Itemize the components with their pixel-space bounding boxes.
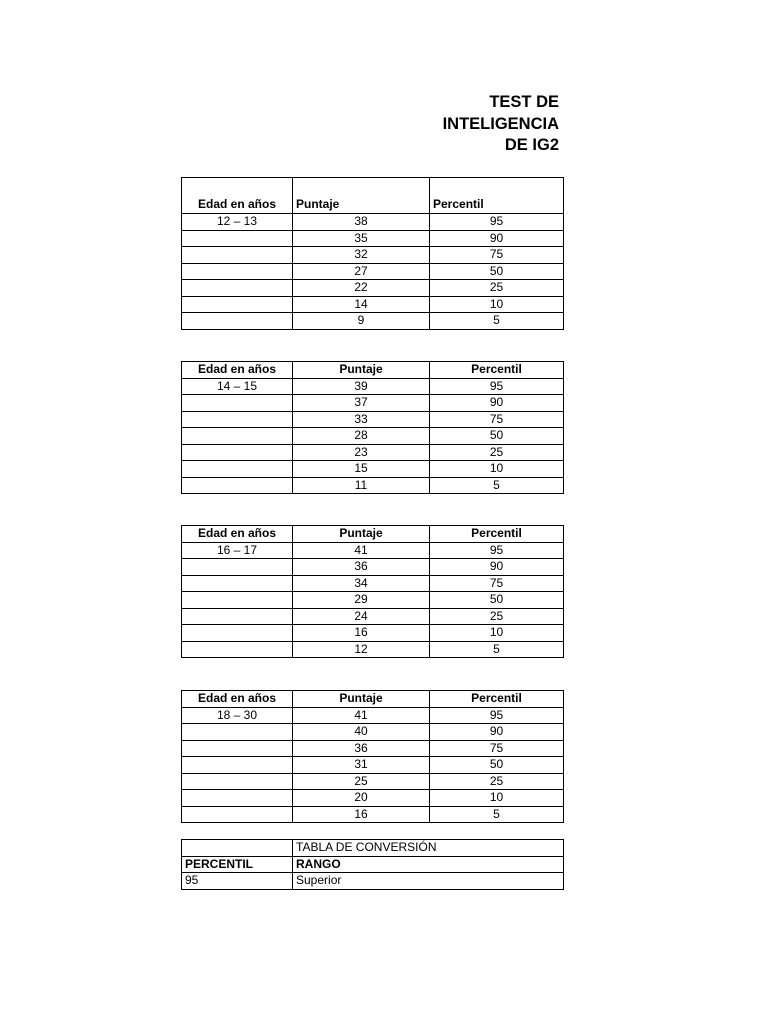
- table-row: [182, 280, 564, 297]
- puntaje-cell: 37: [293, 395, 430, 412]
- puntaje-cell: 39: [293, 378, 430, 395]
- header-percentil: Percentil: [430, 362, 564, 379]
- table-row: [182, 313, 564, 330]
- age-range-cell: [182, 313, 293, 330]
- puntaje-cell: 28: [293, 428, 430, 445]
- puntaje-cell: 41: [293, 542, 430, 559]
- header-percentil: Percentil: [430, 178, 564, 214]
- header-puntaje: Puntaje: [293, 362, 430, 379]
- puntaje-cell: 11: [293, 477, 430, 494]
- header-percentil: PERCENTIL: [182, 856, 293, 873]
- puntaje-cell: 36: [293, 740, 430, 757]
- puntaje-cell: 40: [293, 724, 430, 741]
- age-range-cell: [182, 806, 293, 823]
- percentil-cell: 95: [430, 214, 564, 231]
- conversion-title-row: [182, 840, 564, 857]
- percentil-cell: 10: [430, 625, 564, 642]
- puntaje-cell: 29: [293, 592, 430, 609]
- conversion-title: TABLA DE CONVERSIÓN: [293, 840, 564, 857]
- table-row: [182, 575, 564, 592]
- percentil-cell: 75: [430, 411, 564, 428]
- table-row: [182, 625, 564, 642]
- table-row: [182, 757, 564, 774]
- puntaje-cell: 9: [293, 313, 430, 330]
- age-range-cell: [182, 790, 293, 807]
- puntaje-cell: 23: [293, 444, 430, 461]
- puntaje-cell: 35: [293, 230, 430, 247]
- percentil-cell: 50: [430, 428, 564, 445]
- age-range-cell: [182, 608, 293, 625]
- header-rango: RANGO: [293, 856, 564, 873]
- puntaje-cell: 16: [293, 806, 430, 823]
- puntaje-cell: 20: [293, 790, 430, 807]
- table-row: [182, 428, 564, 445]
- score-table-12-13: [181, 177, 564, 330]
- table-header-row: [182, 691, 564, 708]
- puntaje-cell: 12: [293, 641, 430, 658]
- table-row: [182, 461, 564, 478]
- table-row: [182, 395, 564, 412]
- age-range-cell: [182, 230, 293, 247]
- percentil-cell: 5: [430, 641, 564, 658]
- header-edad: Edad en años: [182, 691, 293, 708]
- puntaje-cell: 16: [293, 625, 430, 642]
- percentil-cell: 50: [430, 592, 564, 609]
- age-range-cell: 14 – 15: [182, 378, 293, 395]
- percentil-cell: 75: [430, 247, 564, 264]
- header-edad: Edad en años: [182, 178, 293, 214]
- puntaje-cell: 32: [293, 247, 430, 264]
- puntaje-cell: 31: [293, 757, 430, 774]
- percentil-cell: 5: [430, 313, 564, 330]
- table-row: [182, 724, 564, 741]
- percentil-cell: 5: [430, 477, 564, 494]
- score-table-16-17: [181, 525, 564, 658]
- score-table-18-30: [181, 690, 564, 823]
- percentil-cell: 75: [430, 740, 564, 757]
- header-puntaje: Puntaje: [293, 691, 430, 708]
- age-range-cell: 12 – 13: [182, 214, 293, 231]
- percentil-cell: 95: [430, 542, 564, 559]
- percentil-cell: 25: [430, 280, 564, 297]
- table-row: [182, 247, 564, 264]
- percentil-cell: 90: [430, 230, 564, 247]
- age-range-cell: [182, 740, 293, 757]
- puntaje-cell: 24: [293, 608, 430, 625]
- puntaje-cell: 22: [293, 280, 430, 297]
- age-range-cell: [182, 444, 293, 461]
- table-row: [182, 559, 564, 576]
- document-title: [359, 92, 559, 157]
- table-row: [182, 542, 564, 559]
- percentil-cell: 10: [430, 790, 564, 807]
- conversion-table: [181, 839, 564, 890]
- header-edad: Edad en años: [182, 526, 293, 543]
- table-row: [182, 230, 564, 247]
- percentil-cell: 95: [430, 707, 564, 724]
- percentil-cell: 90: [430, 724, 564, 741]
- table-row: [182, 608, 564, 625]
- score-table-14-15: [181, 361, 564, 494]
- age-range-cell: [182, 428, 293, 445]
- age-range-cell: [182, 263, 293, 280]
- table-header-row: [182, 526, 564, 543]
- table-row: [182, 773, 564, 790]
- title-line-1: TEST DE: [489, 93, 559, 111]
- age-range-cell: [182, 575, 293, 592]
- percentil-cell: 50: [430, 757, 564, 774]
- puntaje-cell: 27: [293, 263, 430, 280]
- table-row: [182, 296, 564, 313]
- header-edad: Edad en años: [182, 362, 293, 379]
- age-range-cell: [182, 461, 293, 478]
- percentil-cell: 95: [430, 378, 564, 395]
- table-header-row: [182, 178, 564, 214]
- table-row: [182, 444, 564, 461]
- age-range-cell: [182, 757, 293, 774]
- table-header-row: [182, 362, 564, 379]
- age-range-cell: [182, 773, 293, 790]
- puntaje-cell: 33: [293, 411, 430, 428]
- age-range-cell: [182, 395, 293, 412]
- percentil-cell: 25: [430, 608, 564, 625]
- age-range-cell: 18 – 30: [182, 707, 293, 724]
- conversion-title-spacer: [182, 840, 293, 857]
- header-percentil: Percentil: [430, 691, 564, 708]
- age-range-cell: [182, 592, 293, 609]
- table-row: [182, 740, 564, 757]
- table-row: [182, 263, 564, 280]
- percentil-cell: 10: [430, 296, 564, 313]
- puntaje-cell: 34: [293, 575, 430, 592]
- table-row: [182, 790, 564, 807]
- percentil-cell: 5: [430, 806, 564, 823]
- puntaje-cell: 14: [293, 296, 430, 313]
- title-line-3: DE IG2: [504, 136, 559, 154]
- age-range-cell: [182, 411, 293, 428]
- table-row: [182, 378, 564, 395]
- table-row: [182, 411, 564, 428]
- puntaje-cell: 38: [293, 214, 430, 231]
- conversion-header-row: [182, 856, 564, 873]
- header-puntaje: Puntaje: [293, 526, 430, 543]
- table-row: [182, 477, 564, 494]
- rango-cell: Superior: [293, 873, 564, 890]
- title-line-2: INTELIGENCIA: [442, 114, 559, 133]
- percentil-cell: 25: [430, 773, 564, 790]
- age-range-cell: [182, 724, 293, 741]
- percentil-cell: 50: [430, 263, 564, 280]
- percentil-cell: 10: [430, 461, 564, 478]
- age-range-cell: [182, 641, 293, 658]
- table-row: [182, 641, 564, 658]
- percentil-cell: 75: [430, 575, 564, 592]
- table-row: [182, 873, 564, 890]
- table-row: [182, 214, 564, 231]
- percentil-cell: 90: [430, 395, 564, 412]
- age-range-cell: [182, 477, 293, 494]
- age-range-cell: [182, 559, 293, 576]
- percentil-cell: 25: [430, 444, 564, 461]
- age-range-cell: [182, 280, 293, 297]
- age-range-cell: [182, 247, 293, 264]
- age-range-cell: [182, 625, 293, 642]
- percentil-cell: 95: [182, 873, 293, 890]
- header-percentil: Percentil: [430, 526, 564, 543]
- puntaje-cell: 15: [293, 461, 430, 478]
- header-puntaje: Puntaje: [293, 178, 430, 214]
- age-range-cell: 16 – 17: [182, 542, 293, 559]
- puntaje-cell: 25: [293, 773, 430, 790]
- age-range-cell: [182, 296, 293, 313]
- puntaje-cell: 41: [293, 707, 430, 724]
- puntaje-cell: 36: [293, 559, 430, 576]
- table-row: [182, 806, 564, 823]
- table-row: [182, 707, 564, 724]
- table-row: [182, 592, 564, 609]
- percentil-cell: 90: [430, 559, 564, 576]
